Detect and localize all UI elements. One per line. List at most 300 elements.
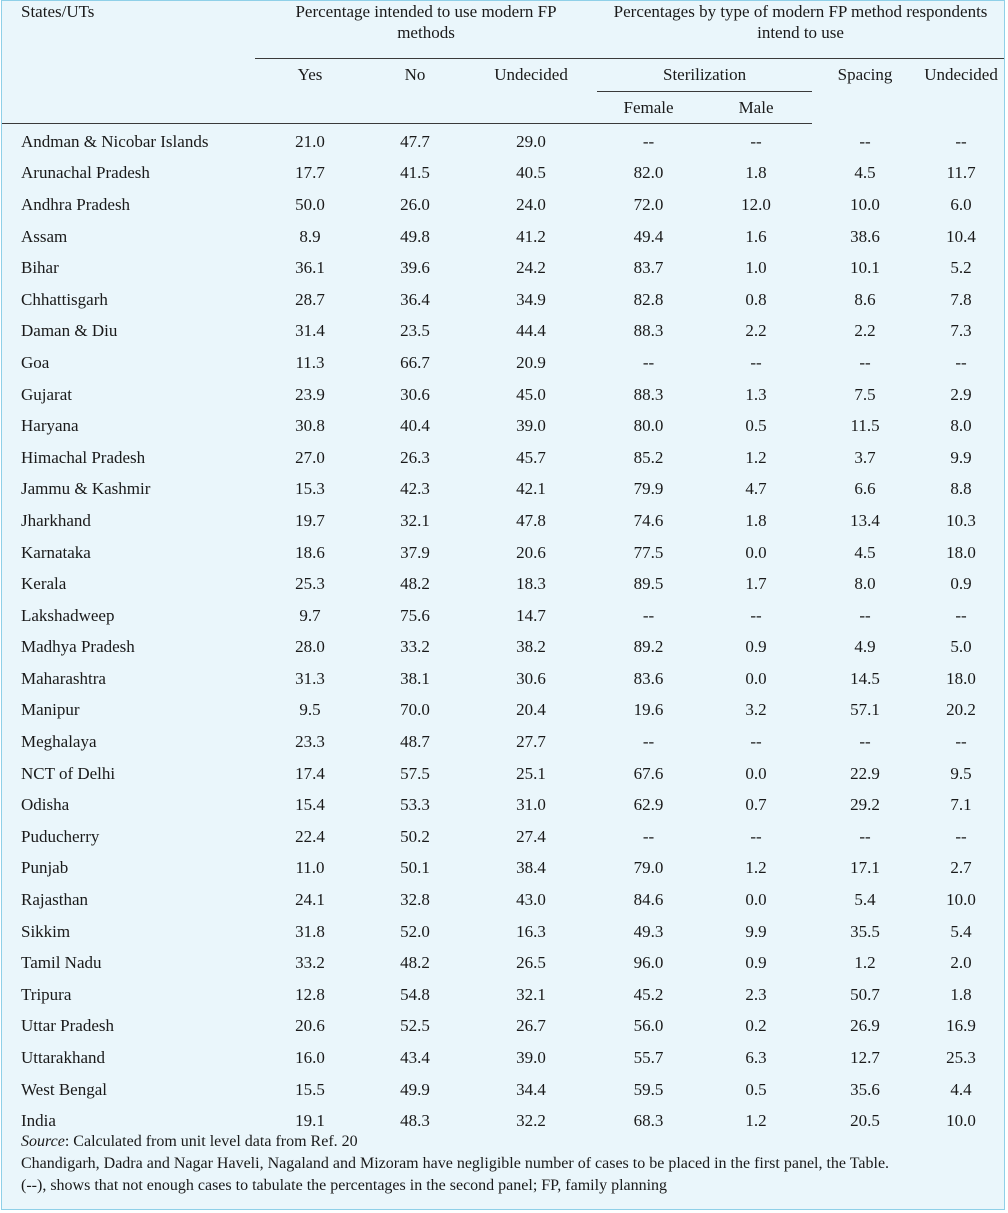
- cell-male: 0.5: [745, 1079, 767, 1099]
- cell-yes: 20.6: [295, 1016, 325, 1036]
- cell-female: 84.6: [633, 890, 664, 910]
- cell-state: Andman & Nicobar Islands: [21, 131, 209, 151]
- cell-female: 49.4: [633, 226, 664, 246]
- cell-no: 48.7: [400, 732, 430, 752]
- cell-state: West Bengal: [21, 1079, 107, 1099]
- female-column-header: Female: [597, 92, 700, 124]
- cell-state: Uttar Pradesh: [21, 1016, 115, 1036]
- cell-state: Jharkhand: [21, 510, 91, 530]
- cell-state: Kerala: [21, 574, 67, 594]
- cell-male: 0.9: [745, 637, 767, 657]
- table-row: [2, 568, 1004, 600]
- cell-yes: 28.0: [295, 637, 325, 657]
- cell-no: 70.0: [400, 700, 430, 720]
- table-row: [2, 600, 1004, 632]
- cell-male: 0.5: [745, 416, 767, 436]
- cell-male: 2.2: [745, 321, 767, 341]
- cell-state: Odisha: [21, 795, 70, 815]
- cell-no: 50.2: [400, 826, 430, 846]
- cell-und: 16.3: [516, 921, 546, 941]
- undecided2-column-header: Undecided: [924, 65, 998, 84]
- cell-spacing: 35.5: [850, 921, 880, 941]
- cell-state: NCT of Delhi: [21, 763, 116, 783]
- cell-male: 1.7: [745, 574, 767, 594]
- cell-spacing: 8.6: [854, 289, 876, 309]
- cell-male: 1.2: [745, 1111, 767, 1131]
- table-row: [2, 758, 1004, 790]
- cell-female: 96.0: [633, 953, 664, 973]
- cell-no: 54.8: [400, 984, 430, 1004]
- cell-spacing: 7.5: [854, 384, 876, 404]
- cell-und: 30.6: [516, 668, 546, 688]
- cell-female: 59.5: [633, 1079, 664, 1099]
- cell-und: 32.1: [516, 984, 546, 1004]
- cell-yes: 19.7: [295, 510, 325, 530]
- cell-no: 32.1: [400, 510, 430, 530]
- cell-yes: 23.3: [295, 732, 325, 752]
- cell-male: 12.0: [741, 194, 771, 214]
- table-row: [2, 695, 1004, 727]
- cell-yes: 36.1: [295, 258, 325, 278]
- table-row: [2, 821, 1004, 853]
- table-row: [2, 410, 1004, 442]
- cell-male: 1.0: [745, 258, 767, 278]
- table-row: [2, 726, 1004, 758]
- cell-spacing: 14.5: [850, 668, 880, 688]
- cell-und2: 7.3: [950, 321, 972, 341]
- cell-und: 24.2: [516, 258, 546, 278]
- cell-no: 66.7: [400, 352, 430, 372]
- cell-yes: 9.7: [299, 605, 321, 625]
- cell-und: 20.9: [516, 352, 546, 372]
- cell-state: Meghalaya: [21, 732, 97, 752]
- cell-und: 26.5: [516, 953, 546, 973]
- dash-legend-note: (--), shows that not enough cases to tabulate the percentages in the second panel; FP, family planning: [21, 1177, 668, 1194]
- cell-female: --: [642, 605, 655, 625]
- cell-und: 20.6: [516, 542, 546, 562]
- cell-male: 3.2: [745, 700, 767, 720]
- cell-spacing: 50.7: [850, 984, 880, 1004]
- cell-yes: 17.7: [295, 163, 325, 183]
- cell-yes: 11.0: [295, 858, 325, 878]
- cell-state: Manipur: [21, 700, 80, 720]
- cell-und2: 8.0: [950, 416, 972, 436]
- cell-und: 14.7: [516, 605, 546, 625]
- cell-female: 83.7: [633, 258, 664, 278]
- table-row: [2, 379, 1004, 411]
- panel1-header: Percentage intended to use modern FP methods: [255, 1, 597, 59]
- cell-no: 32.8: [400, 890, 430, 910]
- cell-female: 56.0: [633, 1016, 664, 1036]
- table-row: [2, 474, 1004, 506]
- table-row: [2, 1011, 1004, 1043]
- cell-female: 83.6: [633, 668, 664, 688]
- no-column-header: No: [404, 65, 426, 85]
- states-column-header: States/UTs: [21, 2, 95, 21]
- table-row: [2, 1074, 1004, 1106]
- cell-state: Bihar: [21, 258, 59, 278]
- cell-female: 55.7: [633, 1048, 664, 1068]
- cell-no: 49.8: [400, 226, 430, 246]
- cell-no: 49.9: [400, 1079, 430, 1099]
- cell-und2: 5.4: [950, 921, 972, 941]
- cell-male: --: [750, 826, 762, 846]
- cell-male: 0.7: [745, 795, 767, 815]
- cell-male: 9.9: [745, 921, 767, 941]
- cell-no: 41.5: [400, 163, 430, 183]
- source-note: [21, 1131, 996, 1153]
- cell-und: 39.0: [516, 1048, 546, 1068]
- source-label: Source: [21, 1133, 65, 1150]
- cell-no: 52.5: [400, 1016, 430, 1036]
- cell-yes: 28.7: [295, 289, 325, 309]
- cell-male: 1.2: [745, 447, 767, 467]
- cell-und2: 9.9: [950, 447, 972, 467]
- cell-und2: --: [955, 826, 967, 846]
- panel2-header: Percentages by type of modern FP method respondents intend to use: [597, 1, 1004, 59]
- cell-no: 26.3: [400, 447, 430, 467]
- cell-und: 25.1: [516, 763, 546, 783]
- cell-und2: 18.0: [946, 668, 976, 688]
- cell-und: 40.5: [516, 163, 546, 183]
- cell-yes: 50.0: [295, 194, 325, 214]
- cell-und: 39.0: [516, 416, 546, 436]
- cell-und: 20.4: [516, 700, 546, 720]
- table-row: [2, 979, 1004, 1011]
- cell-male: 0.2: [745, 1016, 767, 1036]
- cell-female: 72.0: [633, 194, 664, 214]
- cell-spacing: 29.2: [850, 795, 880, 815]
- cell-spacing: 17.1: [850, 858, 880, 878]
- cell-no: 75.6: [400, 605, 430, 625]
- cell-state: Tamil Nadu: [21, 953, 102, 973]
- cell-state: Haryana: [21, 416, 79, 436]
- cell-yes: 8.9: [299, 226, 321, 246]
- cell-no: 48.3: [400, 1111, 430, 1131]
- cell-no: 23.5: [400, 321, 430, 341]
- cell-female: 80.0: [633, 416, 664, 436]
- table-row: [2, 158, 1004, 190]
- cell-male: 0.0: [745, 763, 767, 783]
- table-row: [2, 537, 1004, 569]
- cell-yes: 11.3: [295, 352, 325, 372]
- cell-yes: 22.4: [295, 826, 325, 846]
- cell-yes: 31.3: [295, 668, 325, 688]
- cell-und2: 20.2: [946, 700, 976, 720]
- cell-no: 40.4: [400, 416, 430, 436]
- cell-und2: 2.0: [950, 953, 972, 973]
- cell-male: 0.0: [745, 668, 767, 688]
- cell-state: Arunachal Pradesh: [21, 163, 150, 183]
- cell-male: 0.0: [745, 542, 767, 562]
- cell-und2: 10.0: [946, 890, 976, 910]
- cell-spacing: --: [859, 826, 871, 846]
- cell-spacing: --: [859, 732, 871, 752]
- cell-female: 49.3: [633, 921, 664, 941]
- table-row: [2, 124, 1004, 158]
- cell-und: 41.2: [516, 226, 546, 246]
- cell-und2: 6.0: [950, 194, 972, 214]
- table-notes: [21, 1131, 996, 1197]
- cell-male: 1.8: [745, 510, 767, 530]
- cell-spacing: 20.5: [850, 1111, 880, 1131]
- cell-no: 37.9: [400, 542, 430, 562]
- table-row: [2, 916, 1004, 948]
- cell-und: 38.4: [516, 858, 546, 878]
- cell-spacing: --: [859, 131, 871, 151]
- cell-no: 50.1: [400, 858, 430, 878]
- negligible-cases-note: Chandigarh, Dadra and Nagar Haveli, Nagaland and Mizoram have negligible number of cases to be placed in the first panel, the Table.: [21, 1155, 890, 1172]
- cell-female: 79.0: [633, 858, 664, 878]
- cell-female: 45.2: [633, 984, 664, 1004]
- cell-spacing: 10.1: [850, 258, 880, 278]
- source-text: : Calculated from unit level data from Ref. 20: [64, 1133, 358, 1150]
- cell-no: 42.3: [400, 479, 430, 499]
- cell-yes: 17.4: [295, 763, 325, 783]
- cell-spacing: 35.6: [850, 1079, 880, 1099]
- cell-und2: 11.7: [946, 163, 976, 183]
- cell-und2: 5.2: [950, 258, 972, 278]
- cell-und: 32.2: [516, 1111, 546, 1131]
- cell-female: 74.6: [633, 510, 664, 530]
- cell-und2: --: [955, 605, 967, 625]
- cell-male: 1.8: [745, 163, 767, 183]
- cell-und2: --: [955, 352, 967, 372]
- table-row: [2, 221, 1004, 253]
- cell-no: 47.7: [400, 131, 430, 151]
- cell-und: 43.0: [516, 890, 546, 910]
- cell-und: 29.0: [516, 131, 546, 151]
- table-row: [2, 789, 1004, 821]
- cell-female: 67.6: [633, 763, 664, 783]
- cell-female: --: [642, 732, 655, 752]
- table-body: [2, 124, 1004, 1138]
- yes-column-header: Yes: [297, 65, 323, 85]
- cell-spacing: 13.4: [850, 510, 880, 530]
- cell-male: 1.3: [745, 384, 767, 404]
- cell-state: Karnataka: [21, 542, 91, 562]
- cell-no: 39.6: [400, 258, 430, 278]
- cell-und: 31.0: [516, 795, 546, 815]
- cell-spacing: 1.2: [854, 953, 876, 973]
- cell-male: 0.8: [745, 289, 767, 309]
- cell-und: 27.4: [516, 826, 546, 846]
- cell-no: 26.0: [400, 194, 430, 214]
- cell-no: 30.6: [400, 384, 430, 404]
- male-column-header: Male: [700, 92, 812, 124]
- cell-und2: 16.9: [946, 1016, 976, 1036]
- cell-male: --: [750, 352, 762, 372]
- cell-und: 18.3: [516, 574, 546, 594]
- cell-yes: 19.1: [295, 1111, 325, 1131]
- spacing-column-header: Spacing: [837, 65, 893, 84]
- cell-yes: 21.0: [295, 131, 325, 151]
- cell-male: --: [750, 131, 762, 151]
- cell-und: 45.7: [516, 447, 546, 467]
- table-row: [2, 505, 1004, 537]
- cell-state: Himachal Pradesh: [21, 447, 146, 467]
- cell-female: 89.5: [633, 574, 664, 594]
- cell-state: Maharashtra: [21, 668, 106, 688]
- cell-state: India: [21, 1111, 56, 1131]
- cell-no: 48.2: [400, 574, 430, 594]
- cell-yes: 33.2: [295, 953, 325, 973]
- cell-und2: --: [955, 131, 967, 151]
- cell-und2: 10.4: [946, 226, 976, 246]
- table-row: [2, 189, 1004, 221]
- cell-spacing: 3.7: [854, 447, 876, 467]
- cell-und2: 0.9: [950, 574, 972, 594]
- cell-female: 82.0: [633, 163, 664, 183]
- cell-no: 43.4: [400, 1048, 430, 1068]
- cell-female: --: [642, 131, 655, 151]
- cell-no: 53.3: [400, 795, 430, 815]
- cell-state: Puducherry: [21, 826, 100, 846]
- cell-und: 26.7: [516, 1016, 546, 1036]
- cell-female: 68.3: [633, 1111, 664, 1131]
- table-row: [2, 663, 1004, 695]
- cell-yes: 31.8: [295, 921, 325, 941]
- cell-yes: 15.5: [295, 1079, 325, 1099]
- cell-spacing: --: [859, 352, 871, 372]
- table-row: [2, 284, 1004, 316]
- cell-und2: 8.8: [950, 479, 972, 499]
- cell-spacing: 12.7: [850, 1048, 880, 1068]
- cell-state: Sikkim: [21, 921, 71, 941]
- cell-no: 48.2: [400, 953, 430, 973]
- table-row: [2, 252, 1004, 284]
- table-row: [2, 632, 1004, 664]
- cell-state: Tripura: [21, 984, 72, 1004]
- cell-und: 38.2: [516, 637, 546, 657]
- cell-male: --: [750, 605, 762, 625]
- cell-female: 85.2: [633, 447, 664, 467]
- cell-state: Jammu & Kashmir: [21, 479, 151, 499]
- cell-female: 82.8: [633, 289, 664, 309]
- cell-yes: 16.0: [295, 1048, 325, 1068]
- cell-state: Andhra Pradesh: [21, 194, 131, 214]
- cell-spacing: 22.9: [850, 763, 880, 783]
- cell-male: 6.3: [745, 1048, 767, 1068]
- cell-male: 2.3: [745, 984, 767, 1004]
- cell-yes: 23.9: [295, 384, 325, 404]
- cell-spacing: 4.5: [854, 163, 876, 183]
- cell-und2: 18.0: [946, 542, 976, 562]
- cell-female: 88.3: [633, 321, 664, 341]
- cell-spacing: 38.6: [850, 226, 880, 246]
- cell-und2: 7.1: [950, 795, 972, 815]
- cell-no: 52.0: [400, 921, 430, 941]
- cell-male: 4.7: [745, 479, 767, 499]
- cell-und: 24.0: [516, 194, 546, 214]
- cell-yes: 24.1: [295, 890, 325, 910]
- cell-und: 44.4: [516, 321, 546, 341]
- cell-yes: 27.0: [295, 447, 325, 467]
- table-row: [2, 853, 1004, 885]
- table-row: [2, 884, 1004, 916]
- cell-und2: 2.7: [950, 858, 972, 878]
- cell-und2: 4.4: [950, 1079, 972, 1099]
- cell-state: Lakshadweep: [21, 605, 115, 625]
- cell-no: 36.4: [400, 289, 430, 309]
- cell-yes: 31.4: [295, 321, 325, 341]
- cell-female: --: [642, 352, 655, 372]
- cell-female: 19.6: [633, 700, 664, 720]
- cell-female: 79.9: [633, 479, 664, 499]
- cell-spacing: 11.5: [850, 416, 880, 436]
- table-row: [2, 347, 1004, 379]
- table-row: [2, 316, 1004, 348]
- cell-yes: 15.4: [295, 795, 325, 815]
- cell-yes: 30.8: [295, 416, 325, 436]
- undecided-column-header: Undecided: [494, 65, 568, 85]
- cell-und2: --: [955, 732, 967, 752]
- cell-state: Assam: [21, 226, 68, 246]
- cell-male: 1.6: [745, 226, 767, 246]
- cell-state: Daman & Diu: [21, 321, 118, 341]
- cell-spacing: 8.0: [854, 574, 876, 594]
- cell-state: Goa: [21, 352, 50, 372]
- cell-yes: 12.8: [295, 984, 325, 1004]
- cell-spacing: 5.4: [854, 890, 876, 910]
- cell-spacing: 4.5: [854, 542, 876, 562]
- cell-und2: 25.3: [946, 1048, 976, 1068]
- cell-state: Madhya Pradesh: [21, 637, 135, 657]
- table-row: [2, 947, 1004, 979]
- cell-und2: 2.9: [950, 384, 972, 404]
- cell-spacing: 6.6: [854, 479, 876, 499]
- cell-no: 57.5: [400, 763, 430, 783]
- cell-spacing: 10.0: [850, 194, 880, 214]
- cell-male: 1.2: [745, 858, 767, 878]
- table-row: [2, 1042, 1004, 1074]
- cell-und2: 10.0: [946, 1111, 976, 1131]
- cell-state: Rajasthan: [21, 890, 89, 910]
- cell-state: Gujarat: [21, 384, 72, 404]
- cell-state: Chhattisgarh: [21, 289, 108, 309]
- cell-state: Punjab: [21, 858, 69, 878]
- cell-yes: 25.3: [295, 574, 325, 594]
- cell-und2: 7.8: [950, 289, 972, 309]
- table-frame: [1, 0, 1005, 1210]
- cell-und2: 5.0: [950, 637, 972, 657]
- cell-und2: 9.5: [950, 763, 972, 783]
- cell-male: --: [750, 732, 762, 752]
- cell-und: 27.7: [516, 732, 546, 752]
- cell-no: 38.1: [400, 668, 430, 688]
- cell-yes: 15.3: [295, 479, 325, 499]
- fp-intention-table: [2, 1, 1004, 1137]
- cell-yes: 18.6: [295, 542, 325, 562]
- cell-und: 47.8: [516, 510, 546, 530]
- cell-spacing: 26.9: [850, 1016, 880, 1036]
- sterilization-header: Sterilization: [597, 59, 812, 92]
- cell-state: Uttarakhand: [21, 1048, 106, 1068]
- cell-no: 33.2: [400, 637, 430, 657]
- table-row: [2, 442, 1004, 474]
- cell-male: 0.0: [745, 890, 767, 910]
- cell-spacing: --: [859, 605, 871, 625]
- cell-female: 88.3: [633, 384, 664, 404]
- cell-und: 45.0: [516, 384, 546, 404]
- cell-und: 34.9: [516, 289, 546, 309]
- cell-female: 89.2: [633, 637, 664, 657]
- cell-female: 62.9: [633, 795, 664, 815]
- cell-male: 0.9: [745, 953, 767, 973]
- cell-und: 34.4: [516, 1079, 546, 1099]
- cell-spacing: 2.2: [854, 321, 876, 341]
- cell-spacing: 4.9: [854, 637, 876, 657]
